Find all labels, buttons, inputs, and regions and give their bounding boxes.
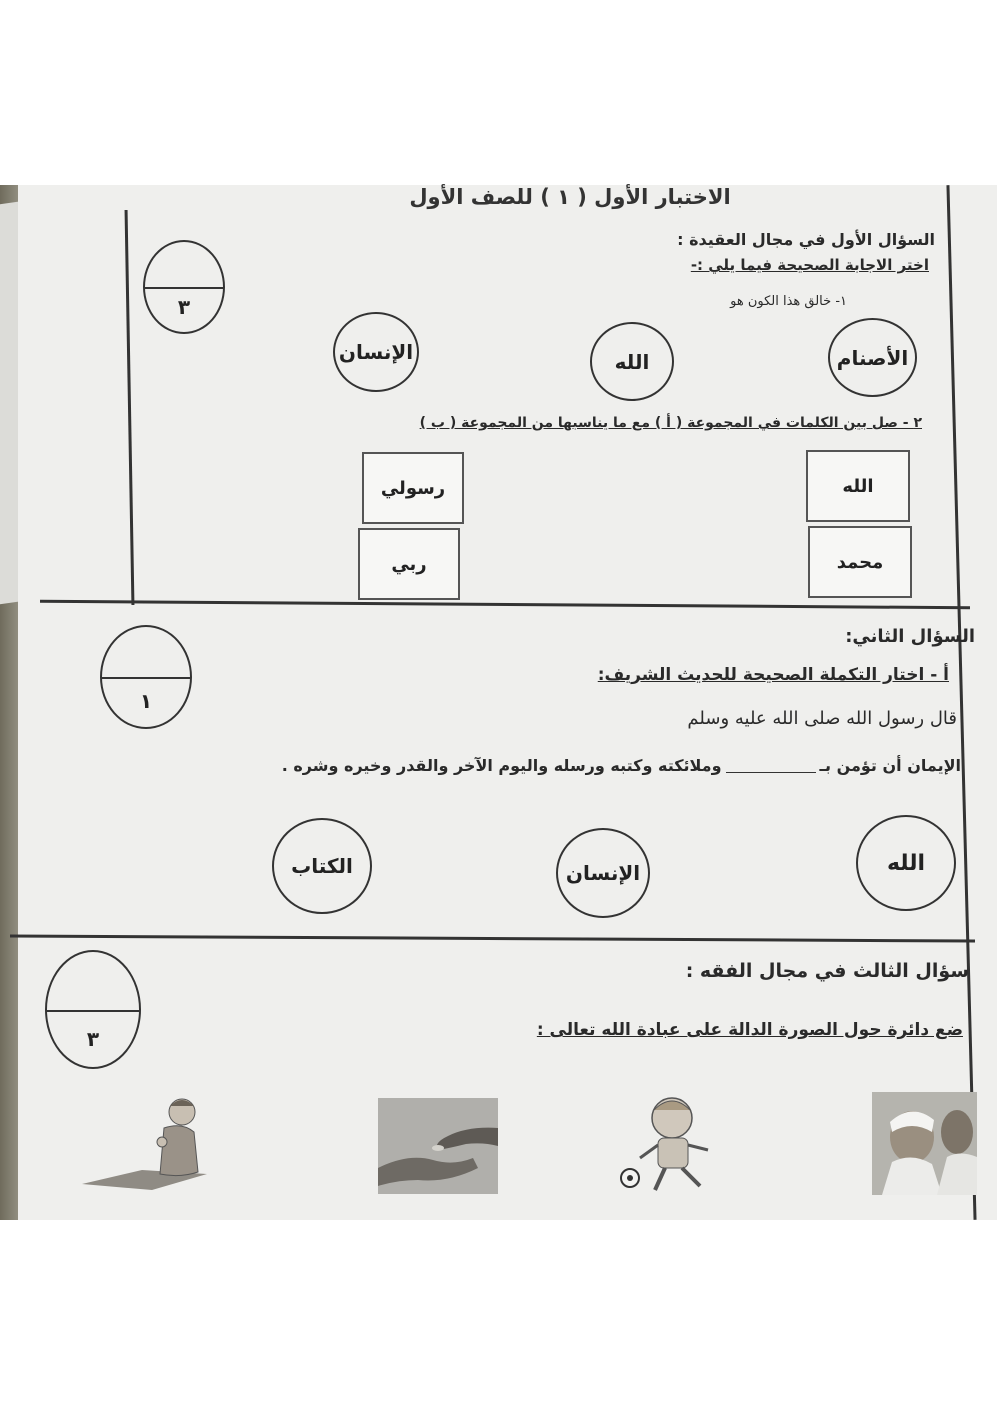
q2-hadith-sentence	[282, 756, 961, 775]
q2-score-circle	[100, 625, 192, 729]
q1-heading: السؤال الأول في مجال العقيدة :	[677, 230, 935, 249]
boy-playing-ball-picture[interactable]	[610, 1090, 725, 1196]
hands-giving-picture[interactable]	[378, 1098, 498, 1194]
group-a-word-1[interactable]: الله	[806, 450, 910, 522]
q2-option-book[interactable]: الكتاب	[272, 818, 372, 914]
q1-instruction: اختر الاجابة الصحيحة فيما يلي :-	[690, 256, 929, 274]
hands-giving-icon	[378, 1098, 498, 1194]
q2-blank[interactable]	[726, 756, 816, 773]
group-b-word-1[interactable]: رسولي	[362, 452, 464, 524]
q2-score-value: ١	[139, 689, 153, 713]
q2-heading: السؤال الثاني:	[845, 626, 975, 647]
q2-hadith-start: الإيمان أن تؤمن بـ	[819, 756, 961, 775]
q2-option-allah[interactable]: الله	[856, 815, 956, 911]
q1-item2-stem: ٢ - صل بين الكلمات في المجموعة ( أ ) مع ما يناسبها من المجموعة ( ب )	[419, 415, 922, 431]
page-title: الاختبار الأول ( ١ ) للصف الأول	[409, 185, 731, 209]
boy-playing-ball-icon	[610, 1090, 725, 1196]
q3-instruction: ضع دائرة حول الصورة الدالة على عبادة الله تعالى :	[536, 1020, 963, 1040]
q1-option-idols[interactable]: الأصنام	[828, 318, 917, 397]
group-b-word-2[interactable]: ربي	[358, 528, 460, 600]
men-greeting-picture[interactable]	[872, 1092, 977, 1195]
praying-child-picture[interactable]	[82, 1092, 212, 1192]
group-a-word-2[interactable]: محمد	[808, 526, 912, 598]
men-greeting-icon	[872, 1092, 977, 1195]
q1-item1-stem: ١- خالق هذا الكون هو	[730, 294, 847, 309]
q2-hadith-intro: قال رسول الله صلى الله عليه وسلم	[687, 708, 957, 729]
q3-heading: سؤال الثالث في مجال الفقه :	[685, 960, 969, 982]
q3-score-circle	[45, 950, 141, 1069]
q1-option-human[interactable]: الإنسان	[333, 312, 419, 392]
q3-score-value: ٣	[86, 1026, 100, 1051]
q2-hadith-end: وملائكته وكتبه ورسله واليوم الآخر والقدر وخيره وشره .	[281, 756, 722, 775]
praying-child-icon	[82, 1092, 212, 1192]
q2-option-human[interactable]: الإنسان	[556, 828, 650, 918]
q1-score-value: ٣	[177, 295, 191, 320]
q2-instruction: أ - اختار التكملة الصحيحة للحديث الشريف:	[597, 665, 949, 685]
q1-score-circle	[143, 240, 225, 334]
q1-option-allah[interactable]: الله	[590, 322, 674, 401]
